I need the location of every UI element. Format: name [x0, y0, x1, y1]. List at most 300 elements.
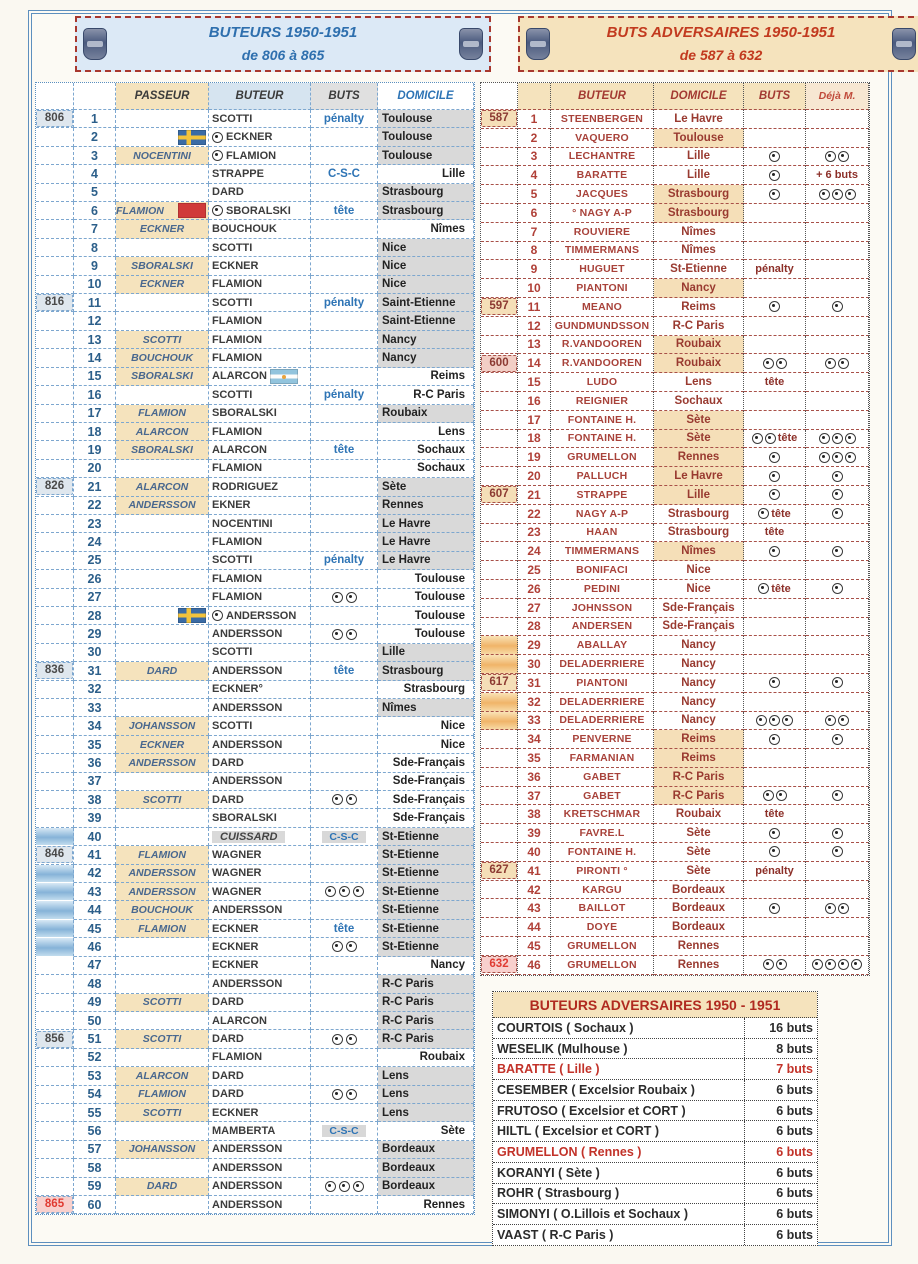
opposing-scorer-row: [493, 1018, 817, 1039]
row-number: 19: [74, 441, 116, 459]
passeur-name: ANDERSSON: [128, 885, 196, 898]
buts-cell: [311, 1122, 378, 1140]
buts-cell: [311, 110, 378, 128]
domicile-cell: St-Etienne: [378, 883, 474, 901]
row-number: 21: [518, 486, 551, 505]
passeur-cell: [116, 809, 209, 827]
deja-marque-cell: [806, 260, 869, 279]
buteur-cell: MEANO: [551, 298, 654, 317]
period-marker: 617: [481, 674, 517, 691]
period-marker: 846: [36, 846, 73, 863]
soccer-ball-icon: [769, 546, 780, 557]
buts-note: C-S-C: [322, 831, 365, 843]
buteur-name: ANDERSSON: [212, 775, 283, 788]
period-marker-cell: [481, 317, 518, 336]
buts-cell: [744, 317, 806, 336]
period-marker-cell: [481, 937, 518, 956]
soccer-ball-icon: [819, 452, 830, 463]
buteur-cell: VAQUERO: [551, 129, 654, 148]
row-number: 3: [74, 147, 116, 165]
buteur-name: FLAMION: [212, 351, 263, 364]
period-marker-cell: [481, 260, 518, 279]
domicile-cell: Strasbourg: [378, 681, 474, 699]
period-marker-cell: [481, 373, 518, 392]
buts-cell: [744, 260, 806, 279]
period-marker-cell: [481, 185, 518, 204]
row-number: 53: [74, 1067, 116, 1085]
deja-marque-cell: [806, 862, 869, 881]
row-number: 29: [518, 636, 551, 655]
opposing-scorer-row: [493, 1184, 817, 1205]
domicile-cell: Nice: [378, 276, 474, 294]
deja-marque-cell: [806, 505, 869, 524]
opposing-scorer-goals: 6 buts: [744, 1121, 817, 1141]
period-marker-cell: [481, 166, 518, 185]
domicile-cell: St-Etienne: [378, 846, 474, 864]
buteur-name: ALARCON: [212, 1014, 267, 1027]
right-title: [550, 21, 892, 67]
row-number: 41: [74, 846, 116, 864]
soccer-ball-icon: [325, 886, 336, 897]
domicile-cell: St-Etienne: [378, 938, 474, 956]
row-number: 16: [518, 392, 551, 411]
buteur-cell: [209, 460, 311, 478]
buts-cell: [311, 239, 378, 257]
passeur-name: ALARCON: [135, 425, 189, 438]
buts-note: pénalty: [323, 296, 365, 309]
deja-marque-cell: [806, 787, 869, 806]
row-number: 24: [74, 533, 116, 551]
row-number: 58: [74, 1159, 116, 1177]
passeur-name: SCOTTI: [142, 333, 182, 346]
row-number: 23: [74, 515, 116, 533]
passeur-cell: [116, 681, 209, 699]
passeur-cell: [116, 184, 209, 202]
period-marker-cell: [36, 754, 74, 772]
domicile-cell: Bordeaux: [378, 1159, 474, 1177]
domicile-cell: Nice: [654, 580, 744, 599]
buts-cell: [311, 441, 378, 459]
buts-cell: [311, 312, 378, 330]
soccer-ball-icon: [832, 508, 843, 519]
buts-cell: [311, 220, 378, 238]
domicile-cell: Nice: [378, 736, 474, 754]
buts-note: pénalty: [755, 864, 794, 877]
row-number: 13: [74, 331, 116, 349]
buteur-cell: DOYE: [551, 918, 654, 937]
buteur-name: DARD: [212, 793, 244, 806]
passeur-cell: [116, 975, 209, 993]
passeur-name: SCOTTI: [142, 1106, 182, 1119]
buteur-cell: FONTAINE H.: [551, 843, 654, 862]
domicile-cell: R-C Paris: [378, 975, 474, 993]
passeur-name: ECKNER: [139, 278, 185, 291]
period-marker-cell: [481, 862, 518, 881]
buteur-cell: [209, 994, 311, 1012]
period-marker-cell: [36, 717, 74, 735]
row-number: 19: [518, 448, 551, 467]
passeur-cell: [116, 1104, 209, 1122]
buts-cell: [311, 625, 378, 643]
deja-marque-cell: [806, 524, 869, 543]
deja-marque-cell: [806, 693, 869, 712]
soccer-ball-icon: [825, 903, 836, 914]
period-marker-cell: [481, 899, 518, 918]
period-marker-cell: [481, 467, 518, 486]
domicile-cell: Nice: [654, 561, 744, 580]
opposing-scorer-name: BARATTE ( Lille ): [497, 1062, 600, 1077]
opposing-scorer-name: ROHR ( Strasbourg ): [497, 1186, 620, 1201]
period-marker-cell: [36, 441, 74, 459]
period-marker-cell: [36, 773, 74, 791]
buts-note: tête: [764, 808, 785, 821]
opposing-scorer-name: GRUMELLON ( Rennes ): [497, 1144, 642, 1159]
buteur-name: ECKNER: [212, 259, 259, 272]
buts-cell: [744, 843, 806, 862]
buteur-cell: [209, 1159, 311, 1177]
deja-marque-cell: [806, 373, 869, 392]
domicile-cell: Toulouse: [378, 607, 474, 625]
buteur-cell: R.VANDOOREN: [551, 336, 654, 355]
row-number: 44: [518, 918, 551, 937]
soccer-ball-icon: [832, 301, 843, 312]
period-marker-cell: [36, 570, 74, 588]
buteur-cell: [209, 957, 311, 975]
buts-cell: [744, 505, 806, 524]
opposing-scorer-row: [493, 1121, 817, 1142]
domicile-cell: Sde-Français: [378, 754, 474, 772]
buteur-cell: [209, 497, 311, 515]
domicile-cell: Rennes: [654, 937, 744, 956]
soccer-ball-icon: [845, 452, 856, 463]
buteur-cell: [209, 791, 311, 809]
buts-cell: [744, 937, 806, 956]
period-marker-cell: [481, 768, 518, 787]
row-number: 30: [518, 655, 551, 674]
period-marker-cell: [481, 354, 518, 373]
passeur-cell: [116, 644, 209, 662]
passeur-cell: [116, 1086, 209, 1104]
buts-note: tête: [764, 526, 785, 539]
buteur-name: ECKNER: [212, 940, 259, 953]
soccer-ball-icon: [838, 903, 849, 914]
opposing-scorer-name: KORANYI ( Sète ): [497, 1165, 600, 1180]
passeur-name: DARD: [146, 1180, 178, 1193]
row-number: 11: [518, 298, 551, 317]
buteur-cell: REIGNIER: [551, 392, 654, 411]
opposing-scorer-row: [493, 1059, 817, 1080]
passeur-cell: [116, 994, 209, 1012]
soccer-ball-icon: [825, 358, 836, 369]
period-marker-cell: [36, 184, 74, 202]
opposing-scorer-name: WESELIK (Mulhouse ): [497, 1041, 628, 1056]
domicile-cell: Lille: [654, 148, 744, 167]
passeur-cell: [116, 570, 209, 588]
soccer-ball-icon: [769, 452, 780, 463]
buts-cell: [744, 392, 806, 411]
domicile-cell: Strasbourg: [654, 185, 744, 204]
domicile-cell: Sde-Français: [654, 599, 744, 618]
buteur-cell: TIMMERMANS: [551, 242, 654, 261]
passeur-cell: [116, 294, 209, 312]
soccer-ball-icon: [346, 941, 357, 952]
row-number: 50: [74, 1012, 116, 1030]
column-header-passeur: PASSEUR: [116, 83, 209, 110]
period-marker-cell: [36, 1141, 74, 1159]
passeur-name: JOHANSSON: [128, 1143, 196, 1156]
buteur-name: ANDERSSON: [226, 609, 297, 622]
passeur-cell: [116, 589, 209, 607]
passeur-cell: [116, 736, 209, 754]
period-marker-cell: [481, 430, 518, 449]
row-number: 26: [518, 580, 551, 599]
club-crest-icon: [459, 28, 483, 60]
passeur-cell: [116, 349, 209, 367]
buteur-name: STRAPPE: [212, 167, 264, 180]
soccer-ball-icon: [832, 846, 843, 857]
deja-marque-cell: [806, 354, 869, 373]
deja-marque-cell: [806, 561, 869, 580]
period-marker-cell: [481, 843, 518, 862]
buteur-name: ANDERSSON: [212, 977, 283, 990]
soccer-ball-icon: [769, 489, 780, 500]
buteur-cell: [209, 644, 311, 662]
buts-cell: [311, 460, 378, 478]
row-number: 30: [74, 644, 116, 662]
buts-cell: [744, 486, 806, 505]
buteur-cell: [209, 515, 311, 533]
period-marker-cell: [36, 239, 74, 257]
period-marker-cell: [481, 524, 518, 543]
soccer-ball-icon: [769, 715, 780, 726]
buts-cell: [311, 791, 378, 809]
row-number: 39: [518, 824, 551, 843]
period-marker-cell: [481, 336, 518, 355]
buteur-cell: [209, 773, 311, 791]
passeur-cell: [116, 717, 209, 735]
deja-marque-cell: [806, 110, 869, 129]
buts-cell: [744, 279, 806, 298]
buteur-name: SCOTTI: [212, 241, 253, 254]
period-marker-cell: [36, 147, 74, 165]
opposing-scorer-goals: 6 buts: [744, 1163, 817, 1183]
row-number: 22: [518, 505, 551, 524]
header-blank: [481, 83, 518, 110]
row-number: 5: [74, 184, 116, 202]
period-marker-cell: [481, 392, 518, 411]
soccer-ball-icon: [769, 828, 780, 839]
domicile-cell: Strasbourg: [654, 505, 744, 524]
row-number: 6: [74, 202, 116, 220]
period-marker-cell: [481, 787, 518, 806]
buts-cell: [311, 386, 378, 404]
deja-marque-cell: [806, 185, 869, 204]
period-marker: 865: [36, 1196, 73, 1213]
buteur-cell: GABET: [551, 787, 654, 806]
domicile-cell: Nîmes: [378, 220, 474, 238]
buteur-name: SCOTTI: [212, 296, 253, 309]
column-header-buteur: BUTEUR: [551, 83, 654, 110]
domicile-cell: Sochaux: [378, 460, 474, 478]
domicile-cell: Lens: [378, 1086, 474, 1104]
deja-marque-cell: [806, 712, 869, 731]
buts-cell: [311, 938, 378, 956]
deja-marque-cell: [806, 881, 869, 900]
domicile-cell: St-Etienne: [378, 920, 474, 938]
opposing-scorer-goals: 7 buts: [744, 1059, 817, 1079]
buts-cell: [744, 956, 806, 975]
buts-cell: [311, 846, 378, 864]
buts-note: C-S-C: [328, 167, 360, 180]
buteur-cell: GRUMELLON: [551, 937, 654, 956]
buteur-name: FLAMION: [212, 315, 263, 328]
passeur-name: ANDERSSON: [128, 867, 196, 880]
period-marker-cell: [36, 349, 74, 367]
passeur-cell: [116, 331, 209, 349]
soccer-ball-icon: [332, 592, 343, 603]
buteur-cell: [209, 220, 311, 238]
domicile-cell: Reims: [654, 749, 744, 768]
row-number: 13: [518, 336, 551, 355]
period-marker-cell: [36, 1122, 74, 1140]
buts-cell: [744, 768, 806, 787]
buts-cell: [311, 736, 378, 754]
buts-cell: [311, 349, 378, 367]
period-marker: 632: [481, 956, 517, 973]
deja-marque-cell: [806, 467, 869, 486]
buteur-name: DARD: [212, 1088, 244, 1101]
soccer-ball-icon: [346, 1034, 357, 1045]
row-number: 5: [518, 185, 551, 204]
deja-marque-cell: [806, 411, 869, 430]
domicile-cell: Le Havre: [654, 467, 744, 486]
row-number: 38: [518, 805, 551, 824]
left-title: [107, 21, 459, 67]
deja-marque-cell: [806, 204, 869, 223]
row-number: 28: [518, 618, 551, 637]
passeur-cell: [116, 773, 209, 791]
deja-marque-cell: [806, 448, 869, 467]
period-marker-cell: [36, 736, 74, 754]
left-title-box: [75, 16, 491, 72]
opposing-scorer-name: FRUTOSO ( Excelsior et CORT ): [497, 1103, 686, 1118]
soccer-ball-icon: [346, 1089, 357, 1100]
passeur-cell: [116, 1030, 209, 1048]
buts-cell: [744, 298, 806, 317]
period-marker-cell: [36, 257, 74, 275]
buteur-cell: HAAN: [551, 524, 654, 543]
domicile-cell: Sète: [654, 411, 744, 430]
deja-marque-cell: [806, 618, 869, 637]
buts-cell: [744, 824, 806, 843]
buteur-name: SCOTTI: [212, 112, 253, 125]
row-number: 37: [518, 787, 551, 806]
domicile-cell: Nancy: [654, 674, 744, 693]
domicile-cell: Toulouse: [378, 625, 474, 643]
buts-note: pénalty: [323, 112, 365, 125]
passeur-name: JOHANSSON: [128, 720, 196, 733]
domicile-cell: Toulouse: [378, 589, 474, 607]
domicile-cell: Nancy: [654, 279, 744, 298]
domicile-cell: St-Etienne: [378, 901, 474, 919]
buteur-cell: ° NAGY A-P: [551, 204, 654, 223]
buteur-name: FLAMION: [212, 591, 263, 604]
buts-cell: [311, 883, 378, 901]
period-marker-cell: [481, 881, 518, 900]
domicile-cell: Roubaix: [378, 405, 474, 423]
domicile-cell: St-Etienne: [378, 865, 474, 883]
domicile-cell: Lens: [378, 1067, 474, 1085]
soccer-ball-icon: [832, 546, 843, 557]
passeur-name: SBORALSKI: [131, 444, 193, 457]
buts-note: tête: [333, 922, 355, 935]
soccer-ball-icon: [832, 452, 843, 463]
left-title-line2: de 806 à 865: [241, 47, 325, 63]
row-number: 32: [518, 693, 551, 712]
buts-cell: [311, 828, 378, 846]
buteur-cell: [209, 883, 311, 901]
buteur-name: BOUCHOUK: [212, 223, 277, 236]
buteur-cell: GUNDMUNDSSON: [551, 317, 654, 336]
left-title-line1: BUTEURS 1950-1951: [208, 23, 358, 41]
buts-cell: [744, 223, 806, 242]
period-marker-cell: [36, 552, 74, 570]
row-number: 54: [74, 1086, 116, 1104]
row-number: 12: [74, 312, 116, 330]
buteur-name: CUISSARD: [212, 831, 285, 843]
period-marker-cell: [36, 294, 74, 312]
buts-cell: [744, 467, 806, 486]
row-number: 40: [518, 843, 551, 862]
domicile-cell: Sochaux: [378, 441, 474, 459]
domicile-cell: Strasbourg: [378, 184, 474, 202]
buts-note: tête: [333, 444, 355, 457]
deja-marque-cell: [806, 655, 869, 674]
row-number: 15: [74, 368, 116, 386]
right-title-line2: de 587 à 632: [679, 47, 763, 63]
buteur-cell: [209, 662, 311, 680]
opposing-scorer-name: COURTOIS ( Sochaux ): [497, 1020, 634, 1035]
domicile-cell: Sde-Français: [378, 809, 474, 827]
buteur-cell: R.VANDOOREN: [551, 354, 654, 373]
soccer-ball-icon: [832, 433, 843, 444]
buteur-cell: [209, 202, 311, 220]
soccer-ball-icon: [763, 959, 774, 970]
soccer-ball-icon: [851, 959, 862, 970]
column-header-domicile: DOMICILE: [654, 83, 744, 110]
period-marker-cell: [36, 901, 74, 919]
row-number: 18: [74, 423, 116, 441]
buteur-name: ANDERSSON: [212, 628, 283, 641]
domicile-cell: R-C Paris: [378, 1030, 474, 1048]
period-marker: 816: [36, 294, 73, 311]
header-blank: [36, 83, 74, 110]
deja-marque-cell: [806, 918, 869, 937]
buteur-name: SCOTTI: [212, 646, 253, 659]
soccer-ball-icon: [776, 358, 787, 369]
sweden-flag-icon: [178, 608, 206, 623]
passeur-cell: [116, 386, 209, 404]
period-marker-cell: [36, 478, 74, 496]
buts-cell: [311, 681, 378, 699]
period-marker-cell: [36, 1104, 74, 1122]
domicile-cell: Roubaix: [654, 354, 744, 373]
domicile-cell: Nîmes: [654, 223, 744, 242]
buteur-name: ALARCON: [212, 444, 267, 457]
red-flag-icon: [178, 203, 206, 218]
opposing-scorer-row: [493, 1039, 817, 1060]
deja-marque-cell: [806, 580, 869, 599]
